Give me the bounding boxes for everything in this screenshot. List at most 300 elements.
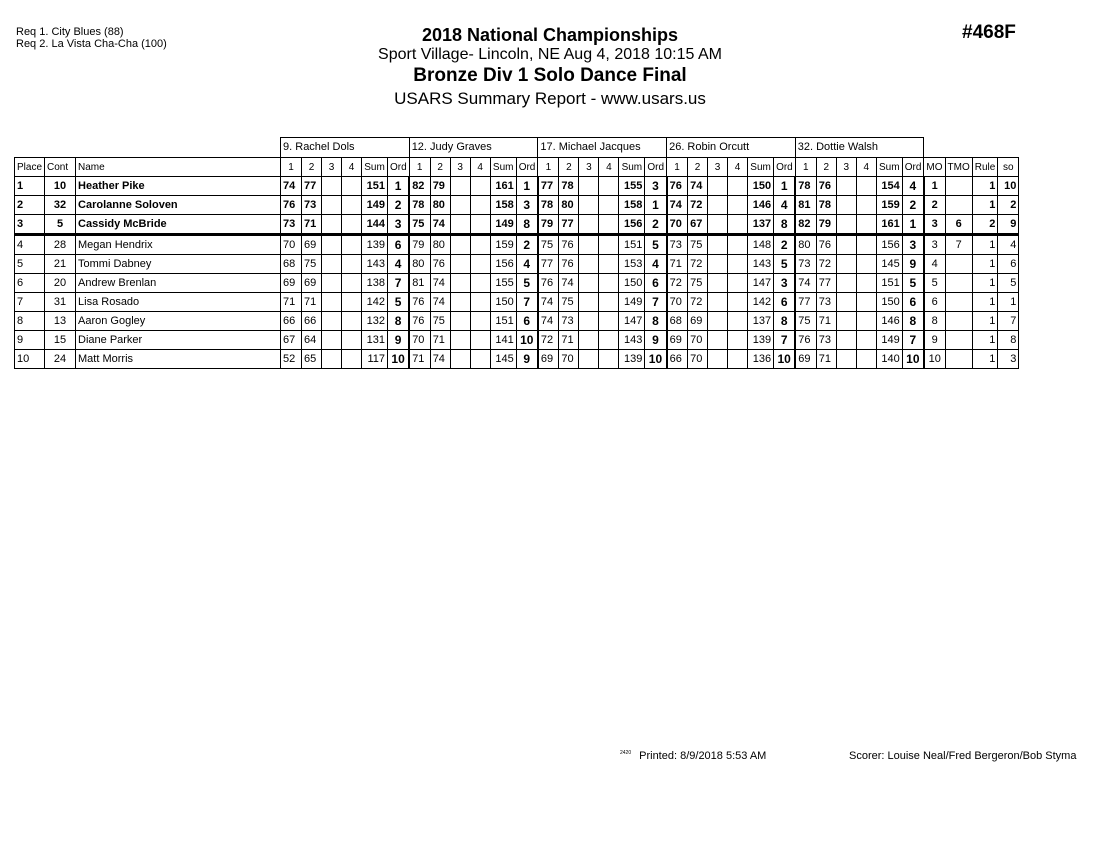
judge-3-score-cell: 77 [538, 255, 559, 274]
judge-5-ordinal-cell: 5 [902, 274, 924, 293]
judge-name-4: 26. Robin Orcutt [667, 138, 796, 158]
judge-5-score-cell: 78 [795, 177, 816, 196]
judge-2-score-cell [470, 196, 490, 215]
judge-2-ordinal-cell: 8 [516, 215, 538, 235]
judge-1-score-cell [322, 196, 342, 215]
mo-cell: 4 [924, 255, 945, 274]
judge-2-score-cell: 71 [409, 350, 430, 369]
judge-2-score-cell: 80 [430, 235, 450, 255]
judge-3-score-cell [599, 177, 619, 196]
judge-2-score-cell: 74 [430, 274, 450, 293]
judge-3-score-cell [579, 350, 599, 369]
judge-3-score-cell [579, 274, 599, 293]
judge-1-sum-cell: 139 [362, 235, 388, 255]
judge-2-score-cell [470, 215, 490, 235]
report-header [300, 24, 800, 110]
so-cell: 9 [998, 215, 1019, 235]
judge-5-score-cell [836, 255, 856, 274]
judge-3-sum-cell: 151 [619, 235, 645, 255]
judge-1-score-cell: 71 [302, 215, 322, 235]
printed-date: Printed: 8/9/2018 5:53 AM [639, 750, 767, 762]
judge-5-score-cell [856, 255, 876, 274]
so-cell: 4 [998, 235, 1019, 255]
judge-3-ordinal-cell: 2 [645, 215, 667, 235]
judge-5-score-cell: 72 [816, 255, 836, 274]
contestant-number-cell: 20 [45, 274, 76, 293]
judge-4-score-cell [728, 196, 748, 215]
judge-2-score-cell [450, 255, 470, 274]
judge-1-score-cell [342, 235, 362, 255]
judge-2-score-cell: 81 [409, 274, 430, 293]
rule-cell: 1 [972, 293, 998, 312]
col-header-score-j4: 4 [728, 158, 748, 177]
judge-2-score-cell: 70 [409, 331, 430, 350]
judge-3-score-cell [579, 215, 599, 235]
judge-2-score-cell: 80 [430, 196, 450, 215]
judge-1-sum-cell: 131 [362, 331, 388, 350]
judge-5-sum-cell: 154 [876, 177, 902, 196]
judge-4-score-cell: 68 [667, 312, 688, 331]
judge-4-score-cell: 72 [688, 255, 708, 274]
judge-5-score-cell: 71 [816, 312, 836, 331]
judge-1-ordinal-cell: 9 [388, 331, 410, 350]
judge-3-score-cell: 71 [559, 331, 579, 350]
tmo-cell [945, 255, 972, 274]
judge-2-score-cell: 79 [430, 177, 450, 196]
judge-2-ordinal-cell: 6 [516, 312, 538, 331]
rule-cell: 1 [972, 350, 998, 369]
tmo-cell [945, 196, 972, 215]
judge-name-5: 32. Dottie Walsh [795, 138, 924, 158]
judge-2-score-cell: 71 [430, 331, 450, 350]
judge-2-score-cell: 82 [409, 177, 430, 196]
judge-1-score-cell [322, 274, 342, 293]
judge-1-ordinal-cell: 7 [388, 274, 410, 293]
judge-5-sum-cell: 150 [876, 293, 902, 312]
event-name: Bronze Div 1 Solo Dance Final [413, 65, 687, 86]
judge-3-ordinal-cell: 6 [645, 274, 667, 293]
judge-5-sum-cell: 159 [876, 196, 902, 215]
judge-4-sum-cell: 143 [748, 255, 774, 274]
judge-5-sum-cell: 161 [876, 215, 902, 235]
skater-name-cell: Diane Parker [76, 331, 281, 350]
judge-3-score-cell: 74 [559, 274, 579, 293]
col-header-name: Name [76, 158, 281, 177]
judge-4-score-cell: 70 [688, 331, 708, 350]
so-cell: 6 [998, 255, 1019, 274]
judge-1-score-cell [342, 177, 362, 196]
mo-cell: 3 [924, 235, 945, 255]
judge-3-sum-cell: 143 [619, 331, 645, 350]
col-header-sum: Sum [748, 158, 774, 177]
judge-1-score-cell [342, 312, 362, 331]
col-header-score-j2: 2 [816, 158, 836, 177]
rule-cell: 1 [972, 274, 998, 293]
judge-3-score-cell: 77 [538, 177, 559, 196]
judge-1-sum-cell: 149 [362, 196, 388, 215]
judge-1-ordinal-cell: 5 [388, 293, 410, 312]
judge-5-score-cell: 69 [795, 350, 816, 369]
judge-4-score-cell [728, 331, 748, 350]
judge-2-score-cell [450, 215, 470, 235]
judge-2-score-cell [450, 331, 470, 350]
judge-2-ordinal-cell: 7 [516, 293, 538, 312]
mo-cell: 5 [924, 274, 945, 293]
judge-1-ordinal-cell: 6 [388, 235, 410, 255]
judge-5-score-cell: 75 [795, 312, 816, 331]
judge-5-score-cell: 82 [795, 215, 816, 235]
place-cell: 9 [15, 331, 45, 350]
judge-5-score-cell [856, 312, 876, 331]
judge-5-score-cell [836, 350, 856, 369]
judge-3-ordinal-cell: 4 [645, 255, 667, 274]
col-header-score-j3: 3 [708, 158, 728, 177]
so-cell: 1 [998, 293, 1019, 312]
col-header-score-j1: 1 [281, 158, 302, 177]
mo-cell: 8 [924, 312, 945, 331]
judge-2-ordinal-cell: 3 [516, 196, 538, 215]
judge-1-score-cell [342, 255, 362, 274]
so-cell: 3 [998, 350, 1019, 369]
judge-5-score-cell: 81 [795, 196, 816, 215]
col-header-score-j3: 3 [322, 158, 342, 177]
skater-name-cell: Tommi Dabney [76, 255, 281, 274]
judge-4-score-cell: 75 [688, 235, 708, 255]
judge-2-ordinal-cell: 10 [516, 331, 538, 350]
judge-3-score-cell [579, 235, 599, 255]
judge-4-ordinal-cell: 2 [774, 235, 796, 255]
judge-1-score-cell [322, 350, 342, 369]
judge-1-ordinal-cell: 3 [388, 215, 410, 235]
judge-3-score-cell [579, 293, 599, 312]
col-header-sum: Sum [362, 158, 388, 177]
col-header-sum: Sum [490, 158, 516, 177]
judge-1-sum-cell: 151 [362, 177, 388, 196]
judge-1-score-cell: 71 [302, 293, 322, 312]
judge-name-3: 17. Michael Jacques [538, 138, 667, 158]
judge-1-ordinal-cell: 8 [388, 312, 410, 331]
judge-1-score-cell [342, 215, 362, 235]
contestant-number-cell: 15 [45, 331, 76, 350]
judge-2-score-cell: 76 [409, 312, 430, 331]
col-header-sum: Sum [619, 158, 645, 177]
judge-1-ordinal-cell: 10 [388, 350, 410, 369]
judge-4-score-cell: 75 [688, 274, 708, 293]
judge-1-score-cell: 75 [302, 255, 322, 274]
judge-3-score-cell [579, 331, 599, 350]
judge-2-score-cell [470, 312, 490, 331]
judge-4-score-cell: 76 [667, 177, 688, 196]
judge-2-ordinal-cell: 2 [516, 235, 538, 255]
judge-4-score-cell: 70 [667, 293, 688, 312]
place-cell: 10 [15, 350, 45, 369]
judge-3-score-cell: 74 [538, 312, 559, 331]
col-header-score-j3: 3 [450, 158, 470, 177]
judge-2-score-cell: 74 [430, 215, 450, 235]
judge-4-score-cell [708, 331, 728, 350]
judge-2-score-cell [450, 196, 470, 215]
judge-3-ordinal-cell: 7 [645, 293, 667, 312]
judge-3-score-cell [599, 350, 619, 369]
col-header-rule: Rule [972, 158, 998, 177]
so-cell: 7 [998, 312, 1019, 331]
judge-3-score-cell [599, 196, 619, 215]
judge-4-sum-cell: 136 [748, 350, 774, 369]
contestant-number-cell: 5 [45, 215, 76, 235]
judge-4-score-cell [728, 215, 748, 235]
col-header-score-j4: 4 [856, 158, 876, 177]
judge-3-ordinal-cell: 8 [645, 312, 667, 331]
judge-4-ordinal-cell: 7 [774, 331, 796, 350]
judge-2-score-cell: 75 [409, 215, 430, 235]
judge-3-score-cell [579, 255, 599, 274]
judge-3-score-cell: 77 [559, 215, 579, 235]
place-cell: 3 [15, 215, 45, 235]
so-cell: 10 [998, 177, 1019, 196]
judge-3-score-cell: 75 [538, 235, 559, 255]
judge-2-sum-cell: 161 [490, 177, 516, 196]
col-header-score-j3: 3 [579, 158, 599, 177]
judge-2-sum-cell: 155 [490, 274, 516, 293]
judge-4-sum-cell: 150 [748, 177, 774, 196]
judge-2-score-cell [450, 235, 470, 255]
judge-5-score-cell [856, 177, 876, 196]
judge-1-sum-cell: 117 [362, 350, 388, 369]
judge-4-score-cell [708, 177, 728, 196]
judge-5-score-cell: 74 [795, 274, 816, 293]
judge-4-score-cell: 73 [667, 235, 688, 255]
judge-4-score-cell: 72 [667, 274, 688, 293]
col-header-cont: Cont [45, 158, 76, 177]
judge-3-score-cell [599, 274, 619, 293]
results-table [14, 137, 1019, 369]
judge-5-score-cell: 79 [816, 215, 836, 235]
judge-1-sum-cell: 138 [362, 274, 388, 293]
judge-5-ordinal-cell: 7 [902, 331, 924, 350]
judge-2-ordinal-cell: 4 [516, 255, 538, 274]
judge-3-score-cell [579, 312, 599, 331]
judge-5-score-cell [836, 274, 856, 293]
judge-3-sum-cell: 153 [619, 255, 645, 274]
judge-4-ordinal-cell: 3 [774, 274, 796, 293]
judge-3-ordinal-cell: 3 [645, 177, 667, 196]
judge-2-score-cell [470, 274, 490, 293]
judge-5-ordinal-cell: 3 [902, 235, 924, 255]
judge-2-score-cell [470, 255, 490, 274]
venue-line: Sport Village- Lincoln, NE Aug 4, 2018 10:15 AM [378, 46, 722, 63]
judge-4-sum-cell: 147 [748, 274, 774, 293]
contestant-number-cell: 13 [45, 312, 76, 331]
judge-1-score-cell: 68 [281, 255, 302, 274]
judge-3-sum-cell: 139 [619, 350, 645, 369]
judge-4-score-cell: 74 [667, 196, 688, 215]
judge-3-ordinal-cell: 5 [645, 235, 667, 255]
judge-2-score-cell: 80 [409, 255, 430, 274]
judge-1-score-cell: 52 [281, 350, 302, 369]
place-cell: 4 [15, 235, 45, 255]
judge-3-sum-cell: 150 [619, 274, 645, 293]
judge-2-score-cell [470, 350, 490, 369]
contestant-number-cell: 28 [45, 235, 76, 255]
judge-4-sum-cell: 148 [748, 235, 774, 255]
judge-2-score-cell [470, 293, 490, 312]
judge-4-score-cell [708, 255, 728, 274]
event-code: #468F [962, 22, 1016, 43]
so-cell: 2 [998, 196, 1019, 215]
scorer-info: Scorer: Louise Neal/Fred Bergeron/Bob Styma [849, 750, 1077, 762]
judge-3-score-cell [599, 293, 619, 312]
place-cell: 6 [15, 274, 45, 293]
judge-1-score-cell [322, 235, 342, 255]
judge-2-sum-cell: 149 [490, 215, 516, 235]
version-number: 2420 [620, 750, 632, 756]
judge-4-score-cell [708, 235, 728, 255]
mo-cell: 2 [924, 196, 945, 215]
judge-5-score-cell [856, 274, 876, 293]
judge-5-ordinal-cell: 1 [902, 215, 924, 235]
judge-5-score-cell [856, 331, 876, 350]
judge-2-score-cell [470, 177, 490, 196]
judge-5-score-cell: 73 [816, 331, 836, 350]
judge-5-sum-cell: 151 [876, 274, 902, 293]
judge-3-ordinal-cell: 10 [645, 350, 667, 369]
col-header-tmo: TMO [945, 158, 972, 177]
request-line-2: Req 2. La Vista Cha-Cha (100) [16, 38, 167, 50]
judge-1-score-cell: 71 [281, 293, 302, 312]
tmo-cell [945, 331, 972, 350]
col-header-ord: Ord [388, 158, 410, 177]
judge-3-score-cell [599, 312, 619, 331]
judge-4-score-cell [708, 196, 728, 215]
judge-4-sum-cell: 137 [748, 312, 774, 331]
judge-5-score-cell [856, 196, 876, 215]
judge-5-score-cell: 77 [795, 293, 816, 312]
judge-3-score-cell: 73 [559, 312, 579, 331]
judge-4-ordinal-cell: 5 [774, 255, 796, 274]
judge-2-ordinal-cell: 5 [516, 274, 538, 293]
so-cell: 8 [998, 331, 1019, 350]
judge-1-score-cell: 65 [302, 350, 322, 369]
col-header-score-j2: 2 [302, 158, 322, 177]
judge-4-score-cell: 66 [667, 350, 688, 369]
judge-1-score-cell: 73 [281, 215, 302, 235]
skater-name-cell: Megan Hendrix [76, 235, 281, 255]
judge-1-score-cell: 66 [281, 312, 302, 331]
tmo-cell [945, 177, 972, 196]
judge-5-sum-cell: 156 [876, 235, 902, 255]
judge-4-score-cell: 70 [667, 215, 688, 235]
judge-1-score-cell: 70 [281, 235, 302, 255]
table-row [15, 215, 1019, 235]
judge-1-sum-cell: 132 [362, 312, 388, 331]
skater-name-cell: Cassidy McBride [76, 215, 281, 235]
judge-4-score-cell: 69 [688, 312, 708, 331]
judge-5-ordinal-cell: 10 [902, 350, 924, 369]
judge-5-score-cell: 73 [816, 293, 836, 312]
judge-3-score-cell: 75 [559, 293, 579, 312]
judge-3-score-cell: 78 [538, 196, 559, 215]
judge-5-score-cell [836, 235, 856, 255]
judge-4-score-cell [708, 350, 728, 369]
judge-2-score-cell: 74 [430, 350, 450, 369]
judge-1-ordinal-cell: 1 [388, 177, 410, 196]
judge-2-score-cell: 79 [409, 235, 430, 255]
skater-name-cell: Andrew Brenlan [76, 274, 281, 293]
judge-5-score-cell [836, 331, 856, 350]
judge-4-score-cell [728, 274, 748, 293]
judge-1-score-cell [322, 177, 342, 196]
col-header-place: Place [15, 158, 45, 177]
judge-1-sum-cell: 142 [362, 293, 388, 312]
judge-3-score-cell: 76 [559, 255, 579, 274]
judge-1-score-cell [342, 274, 362, 293]
judge-3-score-cell [579, 196, 599, 215]
judge-2-score-cell [450, 274, 470, 293]
judge-5-score-cell [856, 235, 876, 255]
table-row [15, 293, 1019, 312]
rule-cell: 1 [972, 331, 998, 350]
skater-name-cell: Carolanne Soloven [76, 196, 281, 215]
contestant-number-cell: 32 [45, 196, 76, 215]
col-header-score-j4: 4 [342, 158, 362, 177]
judge-3-score-cell: 80 [559, 196, 579, 215]
judge-2-score-cell [450, 350, 470, 369]
judge-3-score-cell: 76 [559, 235, 579, 255]
col-header-sum: Sum [876, 158, 902, 177]
judge-1-score-cell [342, 350, 362, 369]
judge-4-score-cell [728, 312, 748, 331]
judge-1-score-cell: 69 [281, 274, 302, 293]
judge-1-sum-cell: 143 [362, 255, 388, 274]
judge-2-score-cell [450, 293, 470, 312]
judge-5-score-cell [856, 293, 876, 312]
judge-5-score-cell [836, 312, 856, 331]
tmo-cell: 6 [945, 215, 972, 235]
judge-5-ordinal-cell: 4 [902, 177, 924, 196]
tmo-cell: 7 [945, 235, 972, 255]
table-row [15, 312, 1019, 331]
judge-1-sum-cell: 144 [362, 215, 388, 235]
judge-4-score-cell [728, 235, 748, 255]
col-header-score-j4: 4 [470, 158, 490, 177]
mo-cell: 6 [924, 293, 945, 312]
judge-4-sum-cell: 139 [748, 331, 774, 350]
judge-1-score-cell [322, 293, 342, 312]
judge-2-ordinal-cell: 9 [516, 350, 538, 369]
skater-name-cell: Lisa Rosado [76, 293, 281, 312]
judge-4-score-cell [728, 293, 748, 312]
judge-5-ordinal-cell: 8 [902, 312, 924, 331]
mo-cell: 3 [924, 215, 945, 235]
request-line-1: Req 1. City Blues (88) [16, 26, 124, 38]
judge-1-score-cell: 73 [302, 196, 322, 215]
judge-4-score-cell: 71 [667, 255, 688, 274]
col-header-score-j2: 2 [559, 158, 579, 177]
judge-name-1: 9. Rachel Dols [281, 138, 410, 158]
col-header-score-j1: 1 [795, 158, 816, 177]
judge-3-score-cell: 78 [559, 177, 579, 196]
judge-2-score-cell: 78 [409, 196, 430, 215]
judge-5-sum-cell: 149 [876, 331, 902, 350]
rule-cell: 1 [972, 177, 998, 196]
table-row [15, 255, 1019, 274]
judge-1-ordinal-cell: 2 [388, 196, 410, 215]
judge-4-sum-cell: 137 [748, 215, 774, 235]
contestant-number-cell: 24 [45, 350, 76, 369]
judge-2-score-cell [450, 177, 470, 196]
judge-4-ordinal-cell: 10 [774, 350, 796, 369]
report-line: USARS Summary Report - www.usars.us [394, 89, 706, 108]
